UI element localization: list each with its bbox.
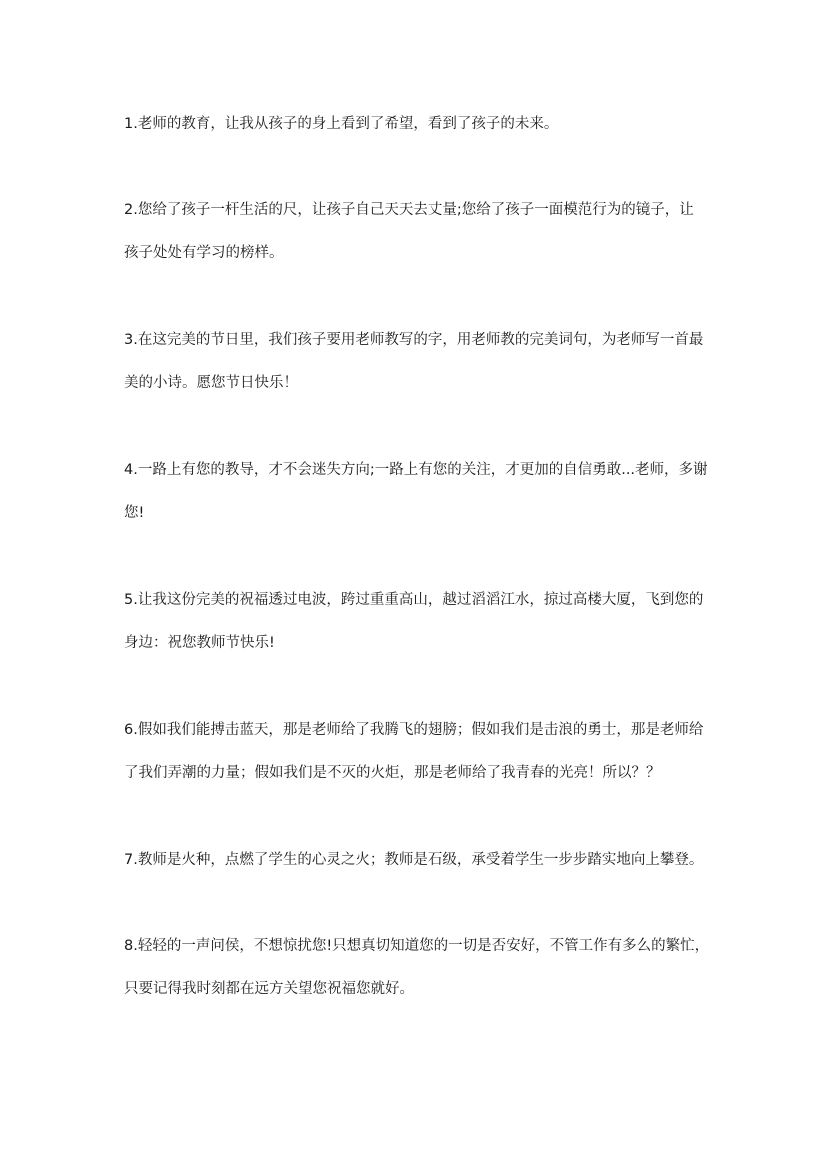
paragraph-2-line-1: 2.您给了孩子一杆生活的尺，让孩子自己天天去丈量;您给了孩子一面模范行为的镜子，让 xyxy=(124,202,694,218)
paragraph-6-line-2: 了我们弄潮的力量；假如我们是不灭的火炬，那是老师给了我青春的光亮！所以？？ xyxy=(124,765,661,781)
paragraph-1-line-1: 1.老师的教育，让我从孩子的身上看到了希望，看到了孩子的未来。 xyxy=(124,116,559,132)
paragraph-3-line-2: 美的小诗。愿您节日快乐！ xyxy=(124,375,298,391)
paragraph-2-line-2: 孩子处处有学习的榜样。 xyxy=(124,245,284,261)
paragraph-7-line-1: 7.教师是火种，点燃了学生的心灵之火；教师是石级，承受着学生一步步踏实地向上攀登。 xyxy=(124,852,704,868)
paragraph-5-line-2: 身边：祝您教师节快乐! xyxy=(124,635,275,651)
paragraph-8-line-1: 8.轻轻的一声问侯，不想惊扰您!只想真切知道您的一切是否安好，不管工作有多么的繁忙， xyxy=(124,938,710,954)
paragraph-6-line-1: 6.假如我们能搏击蓝天，那是老师给了我腾飞的翅膀；假如我们是击浪的勇士，那是老师给 xyxy=(124,722,704,738)
paragraph-3-line-1: 3.在这完美的节日里，我们孩子要用老师教写的字，用老师教的完美词句，为老师写一首最 xyxy=(124,332,704,348)
paragraph-8-line-2: 只要记得我时刻都在远方关望您祝福您就好。 xyxy=(124,981,414,997)
paragraph-5-line-1: 5.让我这份完美的祝福透过电波，跨过重重高山，越过滔滔江水，掠过高楼大厦，飞到您的 xyxy=(124,592,704,608)
paragraph-4-line-1: 4.一路上有您的教导，才不会迷失方向;一路上有您的关注，才更加的自信勇敢...老师，多谢 xyxy=(124,462,708,478)
paragraph-4-line-2: 您! xyxy=(124,505,145,521)
